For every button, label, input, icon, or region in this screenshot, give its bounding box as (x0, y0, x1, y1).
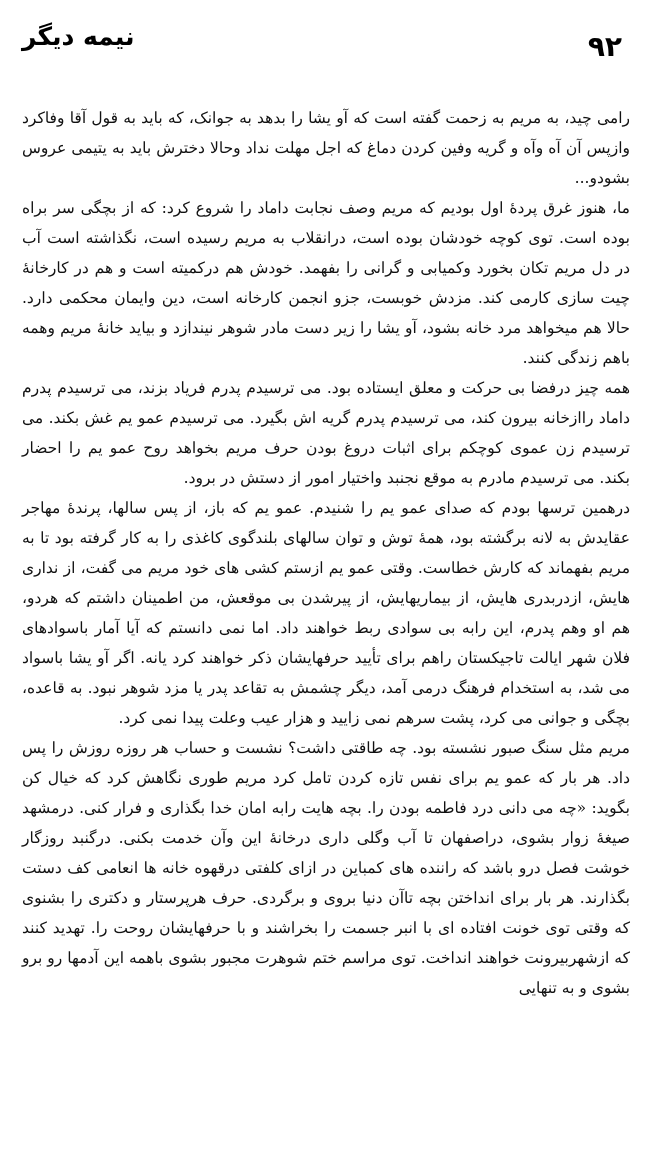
paragraph: رامی چید، به مریم به زحمت گفته است که آو یشا را بدهد به جوانک، که باید به قول آقا وفاکرد وازپس آن آه وآه و گریه وفین کردن دماغ که اجل مهلت نداد وحالا دخترش باید به یتیمی عروس بشودو... (22, 109, 630, 187)
page-number: ۹۲ (587, 30, 622, 63)
paragraph: ما، هنوز غرق پردهٔ اول بودیم که مریم وصف نجابت داماد را شروع کرد: که از بچگی سر براه بوده است. توی کوچه خودشان بوده است، درانقلاب به مریم رسیده است، نگذاشته است آب در دل مریم تکان بخورد وکمیابی و گرانی را بفهمد. خودش هم درکمیته است و هم در کارخانهٔ چیت سازی کارمی کند. مزدش خوبست، جزو انجمن کارخانه است، دین وایمان محکمی دارد. حالا هم میخواهد مرد خانه بشود، آو یشا را زیر دست مادر شوهر نیندازد و بیاید خانهٔ مریم وهمه باهم زندگی کنند. (22, 199, 630, 367)
running-title: نیمه دیگر (22, 22, 135, 51)
page-header (22, 22, 630, 72)
paragraph: همه چیز درفضا بی حرکت و معلق ایستاده بود. می ترسیدم پدرم فریاد بزند، می ترسیدم پدرم داماد راازخانه بیرون کند، می ترسیدم پدرم گریه اش بگیرد. می ترسیدم عمو یم غش بکند. می ترسیدم زن عموی کوچکم برای اثبات دروغ بودن حرف مریم بخواهد روح عمو یم را احضار بکند. می ترسیدم مادرم به موقع نجنبد واختیار امور از دستش در برود. (22, 379, 630, 487)
paragraph: مریم مثل سنگ صبور نشسته بود. چه طاقتی داشت؟ نشست و حساب هر روزه روزش را پس داد. هر بار که عمو یم برای نفس تازه کردن تامل کرد مریم طوری نگاهش کرد که خیال کن بگوید: «چه می دانی درد فاطمه بودن را. بچه هایت رابه امان خدا بگذاری و فرار کنی. درمشهد صیغهٔ زوار بشوی، دراصفهان تا آب وگلی داری درخانهٔ این وآن خدمت بکنی. درگنبد روزگار خوشت فصل درو باشد که راننده های کمباین در ازای کلفتی درقهوه خانه ها انعامی کف دستت بگذارند. هر بار برای انداختن بچه تاآن دنیا بروی و برگردی. حرف هرپرستار و دکتری را بشنوی که وقتی توی خونت افتاده ای با انبر جسمت را بخراشند و با حرفهایشان روحت را. تهدید کنند که ازشهربیرونت خواهند انداخت. توی مراسم ختم شوهرت مجبور بشوی باهمه این آدمها رو برو بشوی و به تنهایی (22, 739, 630, 997)
body-text (22, 103, 630, 1003)
paragraph: درهمین ترسها بودم که صدای عمو یم را شنیدم. عمو یم که باز، از پس سالها، پرندهٔ مهاجر عقایدش به لانه برگشته بود، همهٔ توش و توان سالهای بلندگوی کاغذی را به کار گرفته بود تا به مریم بفهماند که کارش خطاست. وقتی عمو یم ازستم کشی های خود مریم می گفت، از نداری هایش، ازدربدری هایش، از بیماریهایش، از پیرشدن بی موقعش، من اطمینان داشتم که هردو، هم او وهم پدرم، این رابه بی سوادی ربط خواهند داد. اما نمی دانستم که آیا آمار باسوادهای فلان شهر ایالت تاجیکستان راهم برای تأیید حرفهایشان ذکر خواهند کرد یانه. اگر آو یشا باسواد می شد، به استخدام فرهنگ درمی آمد، دیگر چشمش به تقاعد پدر یا مزد شوهر نبود. به قاعده، بچگی و جوانی می کرد، پشت سرهم نمی زایید و هزار عیب وعلت پیدا نمی کرد. (22, 499, 630, 727)
